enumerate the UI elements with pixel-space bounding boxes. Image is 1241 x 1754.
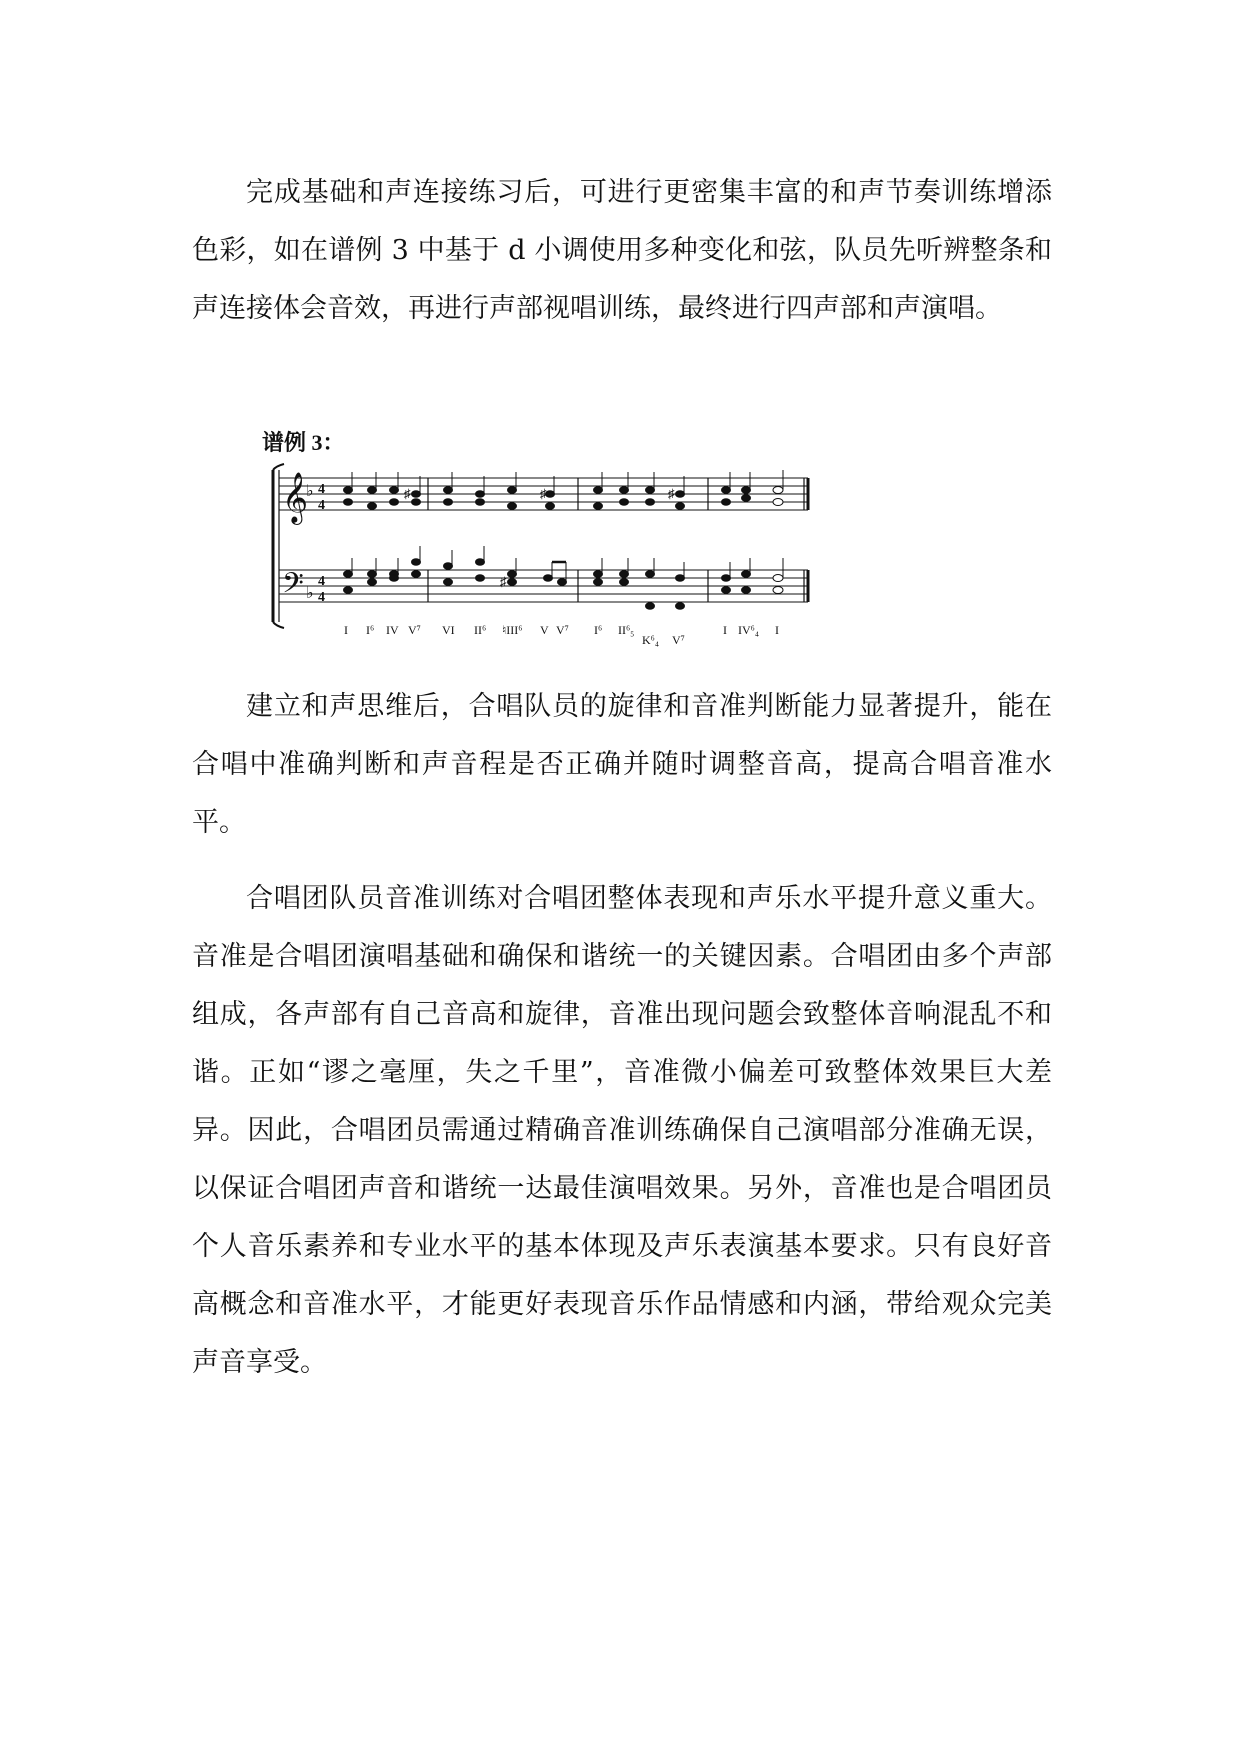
paragraph-3: 合唱团队员音准训练对合唱团整体表现和声乐水平提升意义重大。音准是合唱团演唱基础和确保和谐统一的关键因素。合唱团由多个声部组成，各声部有自己音高和旋律，音准出现问题会致整体音响混乱不和谐。正如“谬之毫厘，失之千里”，音准微小偏差可致整体效果巨大差异。因此，合唱团员需通过精确音准训练确保自己演唱部分准确无误，以保证合唱团声音和谐统一达最佳演唱效果。另外，音准也是合唱团员个人音乐素养和专业水平的基本体现及声乐表演基本要求。只有良好音高概念和音准水平，才能更好表现音乐作品情感和内涵，带给观众完美声音享受。 [192,883,1052,1378]
chord-label: IV⁶₄ [738,623,760,637]
chord-label: ♮III⁶ [502,623,523,637]
chord-label: V⁷ [556,623,569,637]
music-score-example-3 [268,462,868,662]
bass-key-flat: ♭ [306,585,314,602]
svg-text:♯: ♯ [540,486,547,501]
chord-label: IV [386,623,399,637]
chord-label: I [775,623,779,637]
treble-key-flat: ♭ [306,483,314,500]
score-caption: 谱例 3： [262,430,345,455]
chord-label: II⁶₅ [618,623,635,637]
chord-label: I⁶ [594,623,603,637]
chord-label: VI [442,623,455,637]
chord-label: V⁷ [408,623,421,637]
svg-text:4: 4 [318,590,325,605]
bar-lines [428,478,808,602]
paragraph-1: 完成基础和声连接练习后，可进行更密集丰富的和声节奏训练增添色彩，如在谱例 3 中基于 d 小调使用多种变化和弦，队员先听辨整条和声连接体会音效，再进行声部视唱训练，最终进行四声部和声演唱。 [192,177,1052,324]
svg-text:♯: ♯ [668,486,675,501]
chord-label: II⁶ [474,623,487,637]
svg-text:4: 4 [318,498,325,513]
time-signature [318,482,325,605]
svg-text:4: 4 [318,574,325,589]
chord-label: K⁶₄ [642,633,660,647]
chord-label: V [540,623,549,637]
chord-label: I [723,623,727,637]
svg-text:♯: ♯ [500,574,507,589]
bass-clef: 𝄢 [282,569,304,606]
chord-label: I⁶ [366,623,375,637]
chord-label: I [344,623,348,637]
svg-text:♯: ♯ [404,486,411,501]
bass-accidentals [500,574,507,589]
paragraph-2: 建立和声思维后，合唱队员的旋律和音准判断能力显著提升，能在合唱中准确判断和声音程是否正确并随时调整音高，提高合唱音准水平。 [192,691,1052,838]
treble-clef: 𝄞 [282,473,309,522]
chord-label: V⁷ [672,633,685,647]
chord-labels [344,623,779,647]
svg-text:4: 4 [318,482,325,497]
